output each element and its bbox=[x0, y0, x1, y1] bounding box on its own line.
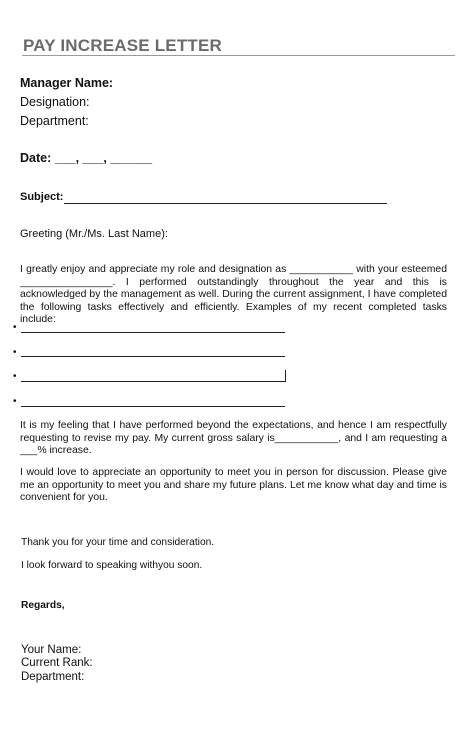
signature-department-label: Department: bbox=[21, 671, 85, 683]
department-label: Department: bbox=[20, 114, 89, 128]
task-line-2 bbox=[21, 356, 285, 357]
task-line-3 bbox=[21, 381, 285, 382]
task-line-1 bbox=[21, 332, 285, 333]
thanks-line: Thank you for your time and consideration. bbox=[21, 537, 215, 548]
date-line bbox=[20, 151, 152, 165]
task-line-4 bbox=[21, 406, 285, 407]
paragraph-1: I greatly enjoy and appreciate my role and designation as ___________ with your esteemed ________________. I performed outstandingly throughout the year and this is acknowledged by the management as well. During the current assignment, I have completed the following tasks effectively and efficiently. Examples of my recent completed tasks include: bbox=[20, 264, 447, 326]
subject-blank bbox=[64, 203, 387, 204]
manager-name-label: Manager Name: bbox=[20, 76, 114, 90]
date-blanks: ___, ___, ______ bbox=[54, 151, 153, 165]
designation-label: Designation: bbox=[20, 95, 90, 109]
signature-rank-label: Current Rank: bbox=[21, 657, 93, 669]
bullet-1: • bbox=[13, 322, 17, 333]
page-title: PAY INCREASE LETTER bbox=[23, 36, 223, 55]
subject-label: Subject: bbox=[20, 191, 64, 203]
paragraph-2: It is my feeling that I have performed beyond the expectations, and hence I am respectfully requesting to revise my pay. My current gross salary is___________, and I am requesting a ___% increase. bbox=[20, 420, 447, 457]
bullet-4: • bbox=[13, 396, 17, 407]
look-forward-line: I look forward to speaking withyou soon. bbox=[21, 560, 203, 571]
bullet-2: • bbox=[13, 347, 17, 358]
date-label: Date: bbox=[20, 151, 52, 165]
greeting-line: Greeting (Mr./Ms. Last Name): bbox=[20, 228, 168, 240]
regards-line: Regards, bbox=[21, 600, 65, 611]
title-divider bbox=[22, 55, 455, 56]
signature-name-label: Your Name: bbox=[21, 644, 82, 656]
paragraph-3: I would love to appreciate an opportunity to meet you in person for discussion. Please give me an opportunity to meet you and share my future plans. Let me know what day and time is convenient for you. bbox=[20, 467, 447, 504]
task-line-3-end-mark bbox=[285, 370, 286, 382]
bullet-3: • bbox=[13, 371, 17, 382]
